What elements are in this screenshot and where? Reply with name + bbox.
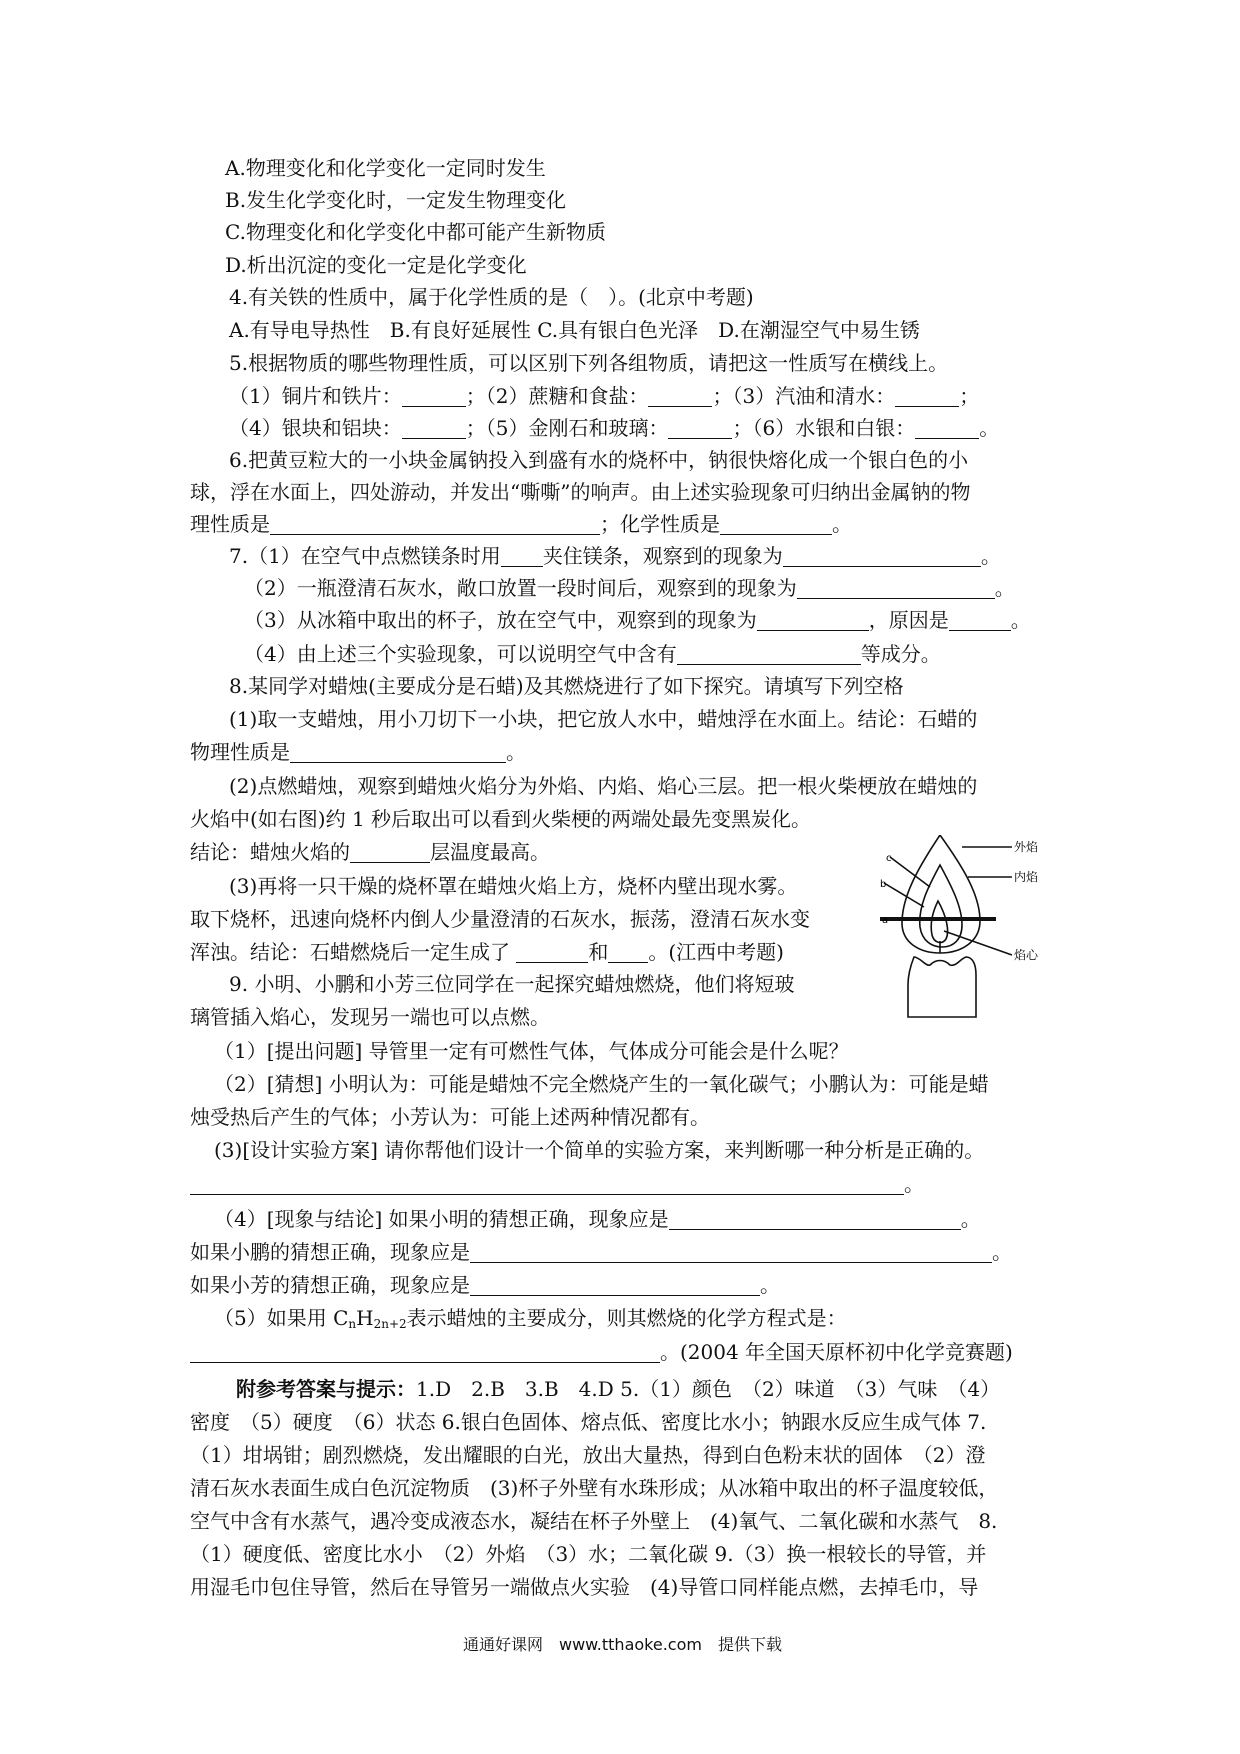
q5-item-3: ；（3）汽油和清水： <box>712 384 896 408</box>
q9-line-2: 璃管插入焰心，发现另一端也可以点燃。 <box>190 1005 550 1029</box>
q8-text: 层温度最高。 <box>430 840 550 864</box>
answers-text: 1.D 2.B 3.B 4.D 5.（1）颜色 （2）味道 （3）气味 （4） <box>416 1377 1001 1401</box>
q7-line-3 <box>244 606 1031 634</box>
q8-text: 和 <box>588 940 609 964</box>
candle-body-shape <box>908 957 976 1017</box>
q9-text: 。 <box>760 1273 780 1297</box>
q9-design: (3)[设计实验方案] 请你帮他们设计一个简单的实验方案，来判断哪一种分析是正确的。 <box>214 1138 985 1162</box>
q6-line-2: 球，浮在水面上，四处游动，并发出“嘶嘶”的响声。由上述实验现象可归纳出金属钠的物 <box>190 480 971 504</box>
q7-text: 等成分。 <box>860 642 941 666</box>
label-inner-flame: 内焰 <box>1014 870 1039 884</box>
q3-option-a: A.物理变化和化学变化一定同时发生 <box>225 156 546 180</box>
label-a: a <box>882 915 889 926</box>
q8-part-3-line-3 <box>190 938 784 966</box>
q8-text: 浑浊。结论：石蜡燃烧后一定生成了 <box>190 940 517 964</box>
q9-text: 。 <box>992 1240 1012 1264</box>
q5-item-6: ；（6）水银和白银： <box>732 416 916 440</box>
q9-line-1: 9. 小明、小鹏和小芳三位同学在一起探究蜡烛燃烧，他们将短玻 <box>229 972 795 996</box>
q5-end: 。 <box>979 416 1000 440</box>
q3-option-d: D.析出沉淀的变化一定是化学变化 <box>225 253 527 277</box>
q7-line-4 <box>244 640 941 668</box>
q8-part-3: (3)再将一只干燥的烧杯罩在蜡烛火焰上方，烧杯内壁出现水雾。 <box>229 874 798 898</box>
q9-text: （5）如果用 C <box>214 1306 349 1330</box>
q7-text: 夹住镁条，观察到的现象为 <box>542 544 783 568</box>
q9-result-line-2 <box>190 1238 1012 1266</box>
answer-blank[interactable] <box>290 742 506 763</box>
answer-blank[interactable] <box>669 1209 961 1230</box>
q5-item-1: （1）铜片和铁片： <box>229 384 402 408</box>
answers-line-1 <box>236 1375 1000 1403</box>
q9-text: 。 <box>960 1207 981 1231</box>
q7-text: （4）由上述三个实验现象，可以说明空气中含有 <box>244 642 677 666</box>
q9-question: （1）[提出问题] 导管里一定有可燃性气体，气体成分可能会是什么呢？ <box>214 1039 849 1063</box>
q6-text: 。 <box>832 512 852 536</box>
q6-text: 理性质是 <box>190 512 270 536</box>
q8-part-3-line-2: 取下烧杯，迅速向烧杯内倒人少量澄清的石灰水，振荡，澄清石灰水变 <box>190 907 810 931</box>
answer-blank[interactable] <box>402 386 466 407</box>
q7-text: （2）一瓶澄清石灰水，敞口放置一段时间后，观察到的现象为 <box>244 576 797 600</box>
answers-line-6: （1）硬度低、密度比水小 （2）外焰 （3）水；二氧化碳 9.（3）换一根较长的导管，并 <box>190 1542 987 1566</box>
label-b: b <box>880 879 887 890</box>
q5-item-4: （4）银块和铝块： <box>229 416 402 440</box>
q7-text: （3）从冰箱中取出的杯子，放在空气中，观察到的现象为 <box>244 608 757 632</box>
q8-part-2-line-2: 火焰中(如右图)约 1 秒后取出可以看到火柴梗的两端处最先变黑炭化。 <box>190 807 812 831</box>
answer-blank[interactable] <box>720 514 832 535</box>
answer-blank[interactable] <box>501 546 543 567</box>
answers-line-3: （1）坩埚钳；剧烈燃烧，发出耀眼的白光，放出大量热，得到白色粉末状的固体 （2）澄 <box>190 1443 986 1467</box>
q7-text: 。 <box>994 576 1015 600</box>
answer-blank[interactable] <box>470 1275 760 1296</box>
answer-blank[interactable] <box>783 546 981 567</box>
q4-options: A.有导电导热性 B.有良好延展性 C.具有银白色光泽 D.在潮湿空气中易生锈 <box>229 318 920 342</box>
q5-row-1 <box>229 382 979 410</box>
answer-blank[interactable] <box>350 842 430 863</box>
answer-blank[interactable] <box>757 610 869 631</box>
q9-hypothesis-line-2: 烛受热后产生的气体；小芳认为：可能上述两种情况都有。 <box>190 1105 710 1129</box>
label-c: c <box>886 853 892 864</box>
answer-blank[interactable] <box>895 386 959 407</box>
answers-line-5: 空气中含有水蒸气，遇冷变成液态水，凝结在杯子外壁上 (4)氧气、二氧化碳和水蒸气 8. <box>190 1509 998 1533</box>
formula-subscript: 2n+2 <box>373 1317 407 1331</box>
answer-blank[interactable] <box>949 610 1011 631</box>
q8-text: 结论：蜡烛火焰的 <box>190 840 350 864</box>
q5-stem: 5.根据物质的哪些物理性质，可以区别下列各组物质，请把这一性质写在横线上。 <box>229 351 949 375</box>
q8-text: 。 <box>506 740 526 764</box>
q9-result-line-1 <box>214 1205 981 1233</box>
answer-blank[interactable] <box>402 418 466 439</box>
answers-line-7: 用湿毛巾包住导管，然后在导管另一端做点火实验 (4)导管口同样能点燃，去掉毛巾，导 <box>190 1575 979 1599</box>
q4-stem: 4.有关铁的性质中，属于化学性质的是（ ）。(北京中考题) <box>229 285 754 309</box>
q9-hypothesis: （2）[猜想] 小明认为：可能是蜡烛不完全燃烧产生的一氧化碳气；小鹏认为：可能是蜡 <box>214 1072 989 1096</box>
answer-blank[interactable] <box>270 514 600 535</box>
page-footer: 通通好课网 www.tthaoke.com 提供下载 <box>463 1635 782 1654</box>
q9-equation-answer <box>190 1338 1013 1366</box>
answer-blank[interactable] <box>677 644 861 665</box>
q8-part-2: (2)点燃蜡烛，观察到蜡烛火焰分为外焰、内焰、焰心三层。把一根火柴梗放在蜡烛的 <box>229 774 978 798</box>
q7-text: 7.（1）在空气中点燃镁条时用 <box>229 544 501 568</box>
q8-text: 。(江西中考题) <box>648 940 784 964</box>
q7-text: 。 <box>980 544 1001 568</box>
answer-blank[interactable] <box>608 942 648 963</box>
q7-line-1 <box>229 542 1001 570</box>
answer-blank[interactable] <box>915 418 979 439</box>
q9-text: （4）[现象与结论] 如果小明的猜想正确，现象应是 <box>214 1207 669 1231</box>
q9-result-line-3 <box>190 1271 780 1299</box>
q8-stem: 8.某同学对蜡烛(主要成分是石蜡)及其燃烧进行了如下探究。请填写下列空格 <box>229 674 904 698</box>
q9-text: 如果小鹏的猜想正确，现象应是 <box>190 1240 470 1264</box>
candle-flame-figure <box>880 835 1060 1020</box>
answer-blank[interactable] <box>516 942 588 963</box>
answer-blank[interactable] <box>470 1242 992 1263</box>
q9-text: 。 <box>904 1172 924 1196</box>
answer-blank[interactable] <box>797 578 995 599</box>
answer-blank[interactable] <box>668 418 732 439</box>
q5-item-5: ；（5）金刚石和玻璃： <box>465 416 669 440</box>
answers-heading: 附参考答案与提示： <box>236 1377 416 1401</box>
q9-equation-prompt <box>214 1304 847 1338</box>
q7-text: ，原因是 <box>868 608 949 632</box>
q8-part-1-line-2 <box>190 738 526 766</box>
q9-text: 表示蜡烛的主要成分，则其燃烧的化学方程式是： <box>406 1306 847 1330</box>
q7-line-2 <box>244 574 1015 602</box>
label-flame-core: 焰心 <box>1014 948 1039 962</box>
q3-option-b: B.发生化学变化时，一定发生物理变化 <box>225 188 567 212</box>
answers-line-2: 密度 （5）硬度 （6）状态 6.银白色固体、熔点低、密度比水小；钠跟水反应生成气体 7. <box>190 1410 987 1434</box>
q8-text: 物理性质是 <box>190 740 290 764</box>
q8-part-2-line-3 <box>190 838 550 866</box>
q6-line-1: 6.把黄豆粒大的一小块金属钠投入到盛有水的烧杯中，钠很快熔化成一个银白色的小 <box>229 448 969 472</box>
q5-item-2: ；（2）蔗糖和食盐： <box>465 384 649 408</box>
q9-text: 如果小芳的猜想正确，现象应是 <box>190 1273 470 1297</box>
answer-blank[interactable] <box>648 386 712 407</box>
q6-text: ；化学性质是 <box>600 512 720 536</box>
outer-flame-shape <box>902 835 980 953</box>
answer-blank[interactable] <box>190 1174 904 1195</box>
q9-text: 。(2004 年全国天原杯初中化学竞赛题) <box>660 1340 1013 1364</box>
answers-line-4: 清石灰水表面生成白色沉淀物质 (3)杯子外壁有水珠形成；从冰箱中取出的杯子温度较低， <box>190 1476 999 1500</box>
q9-design-answer <box>190 1170 924 1198</box>
q5-end: ； <box>959 384 980 408</box>
q9-text: H <box>356 1306 374 1330</box>
answer-blank[interactable] <box>190 1342 660 1363</box>
q3-option-c: C.物理变化和化学变化中都可能产生新物质 <box>225 220 606 244</box>
label-outer-flame: 外焰 <box>1014 840 1039 854</box>
q7-text: 。 <box>1010 608 1031 632</box>
q8-part-1: (1)取一支蜡烛，用小刀切下一小块，把它放人水中，蜡烛浮在水面上。结论：石蜡的 <box>229 707 978 731</box>
formula-subscript: n <box>348 1317 357 1331</box>
flame-core-shape <box>931 901 947 942</box>
q5-row-2 <box>229 414 999 442</box>
q6-line-3 <box>190 510 852 538</box>
